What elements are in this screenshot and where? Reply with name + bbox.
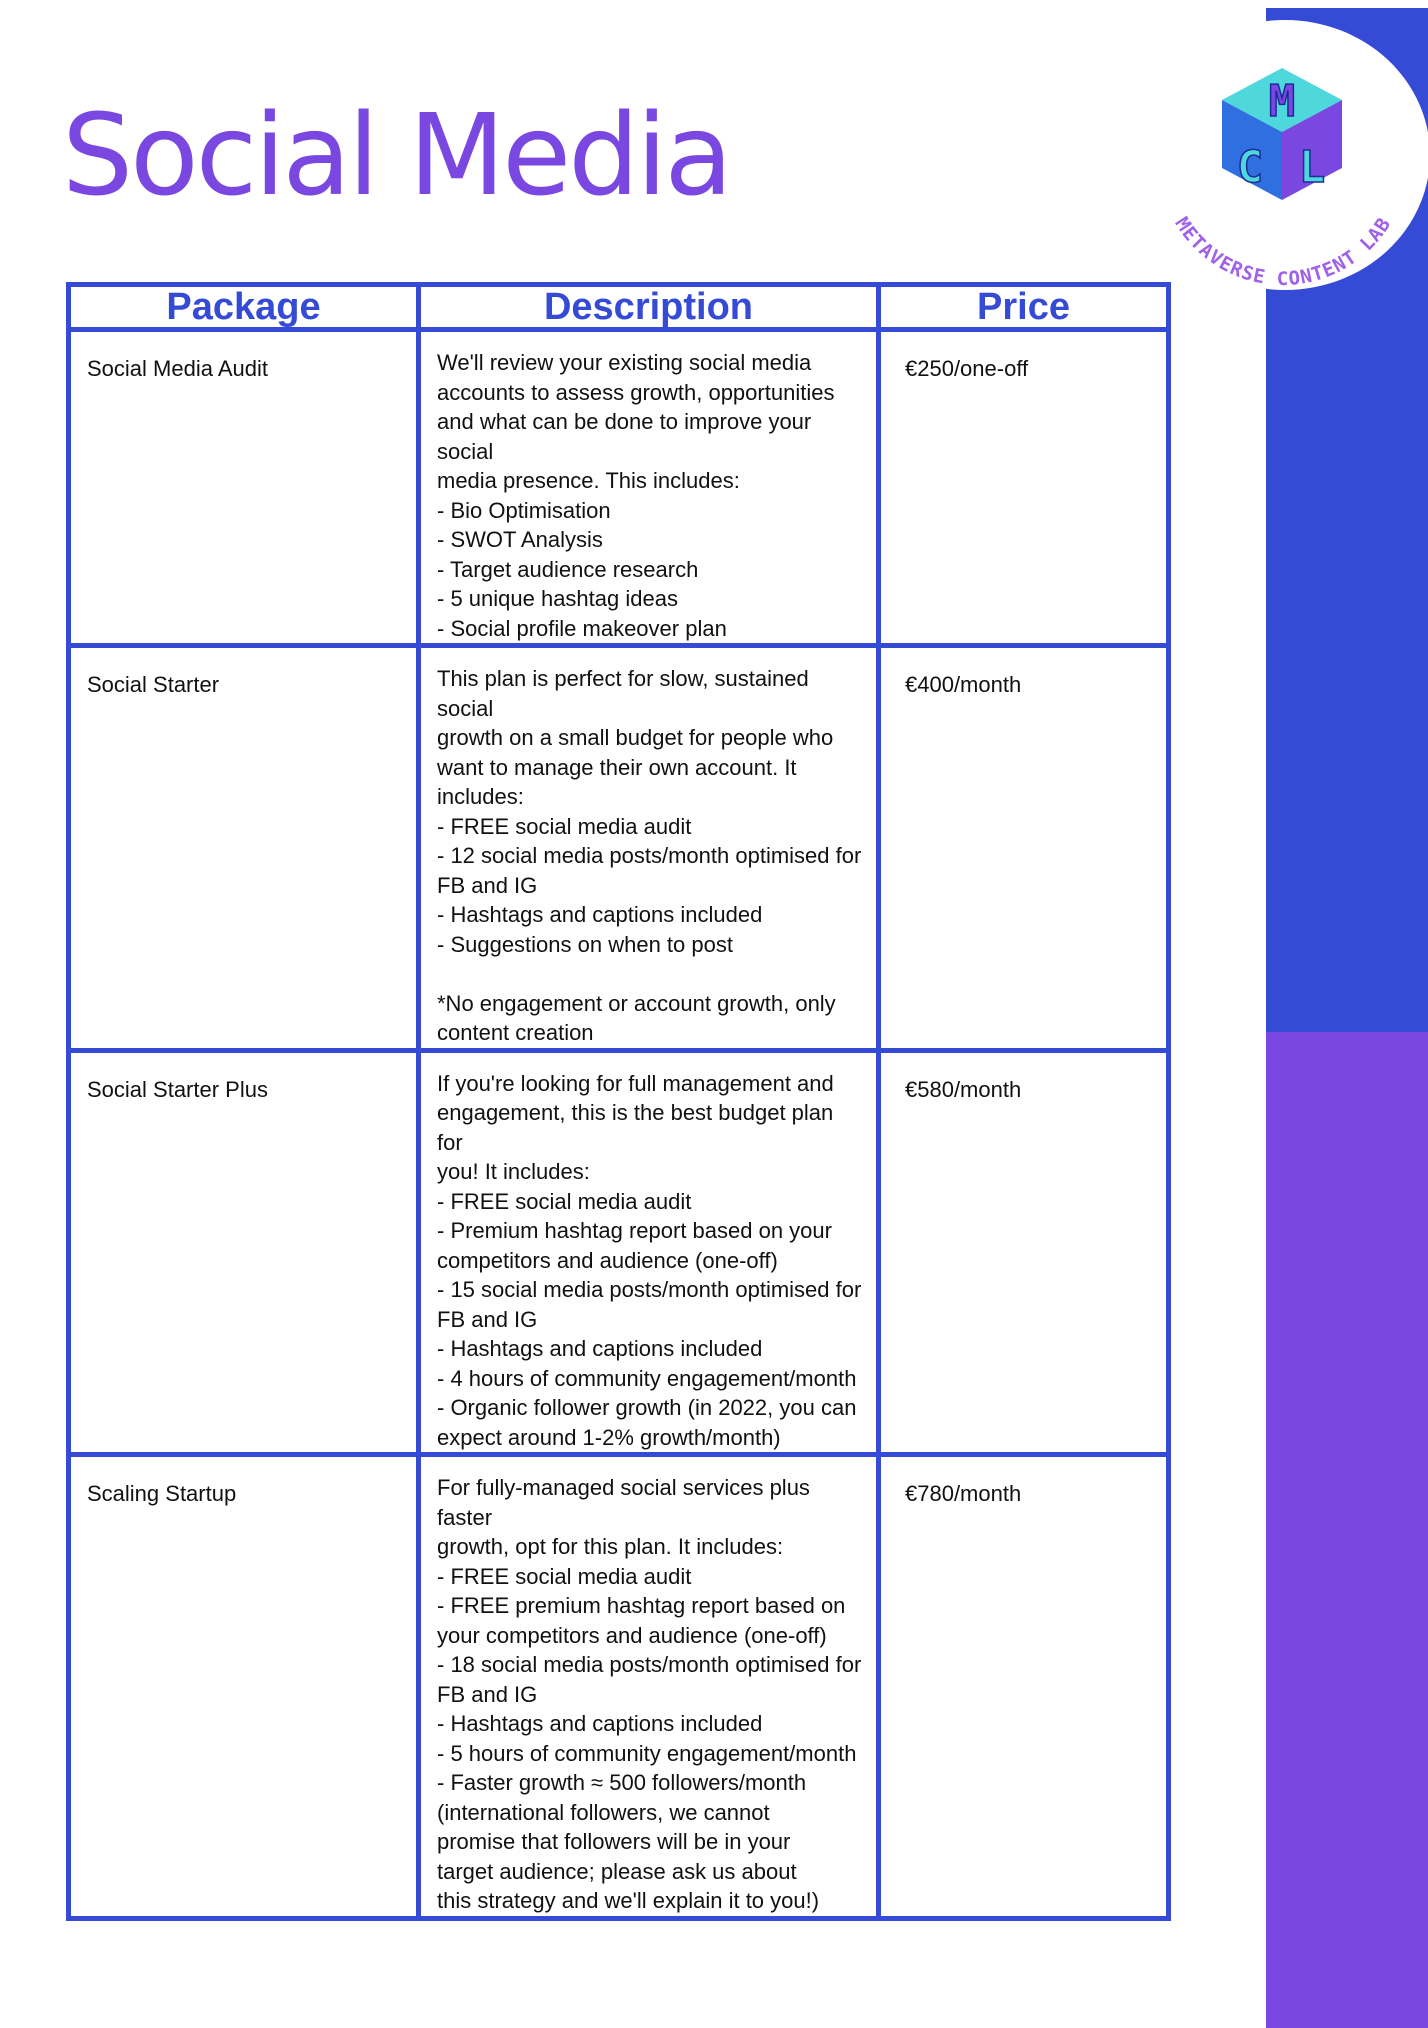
package-description: If you're looking for full management and engagement, this is the best budget plan for you! It includes: - FREE social media audit - Premium hashtag report based on your competitors and audience (one-off) - 15 social media posts/month optimised for FB and IG - Hashtags and captions included - 4 hours of community engagement/month - Organic follower growth (in 2022, you can expect around 1-2% growth/month) [419,1050,879,1455]
table-row-scaling-startup [69,1455,1169,1919]
package-description: We'll review your existing social media accounts to assess growth, opportunities and what can be done to improve your social media presence. This includes: - Bio Optimisation - SWOT Analysis - Target audience research - 5 unique hashtag ideas - Social profile makeover plan [419,330,879,646]
package-name: Social Starter [69,646,419,1051]
package-name: Social Media Audit [69,330,419,646]
column-header-description: Description [419,285,879,330]
logo-letter-m: M [1268,76,1296,127]
logo-letter-c: C [1236,142,1264,193]
page-title: Social Media [62,91,731,221]
package-price: €400/month [879,646,1169,1051]
table-row-social-media-audit [69,330,1169,646]
package-price: €250/one-off [879,330,1169,646]
pricing-table-header-row [69,285,1169,330]
table-row-social-starter [69,646,1169,1051]
column-header-package: Package [69,285,419,330]
table-row-social-starter-plus [69,1050,1169,1455]
package-price: €780/month [879,1455,1169,1919]
package-price: €580/month [879,1050,1169,1455]
package-description: For fully-managed social services plus faster growth, opt for this plan. It includes: - FREE social media audit - FREE premium hashtag report based on your competitors and audience (one-off) - 18 social media posts/month optimised for FB and IG - Hashtags and captions included - 5 hours of community engagement/month - Faster growth ≈ 500 followers/month (international followers, we cannot promise that followers will be in your target audience; please ask us about this strategy and we'll explain it to you!) [419,1455,879,1919]
package-name: Scaling Startup [69,1455,419,1919]
logo-wordmark: METAVERSE CONTENT LAB [1170,213,1396,290]
pricing-table [66,282,1171,1921]
mcl-logo [1140,20,1428,290]
logo-letter-l: L [1298,142,1326,193]
package-name: Social Starter Plus [69,1050,419,1455]
column-header-price: Price [879,285,1169,330]
sidebar-purple-band [1266,1032,1428,2028]
package-description: This plan is perfect for slow, sustained social growth on a small budget for people who want to manage their own account. It includes: - FREE social media audit - 12 social media posts/month optimised for FB and IG - Hashtags and captions included - Suggestions on when to post *No engagement or account growth, only content creation [419,646,879,1051]
